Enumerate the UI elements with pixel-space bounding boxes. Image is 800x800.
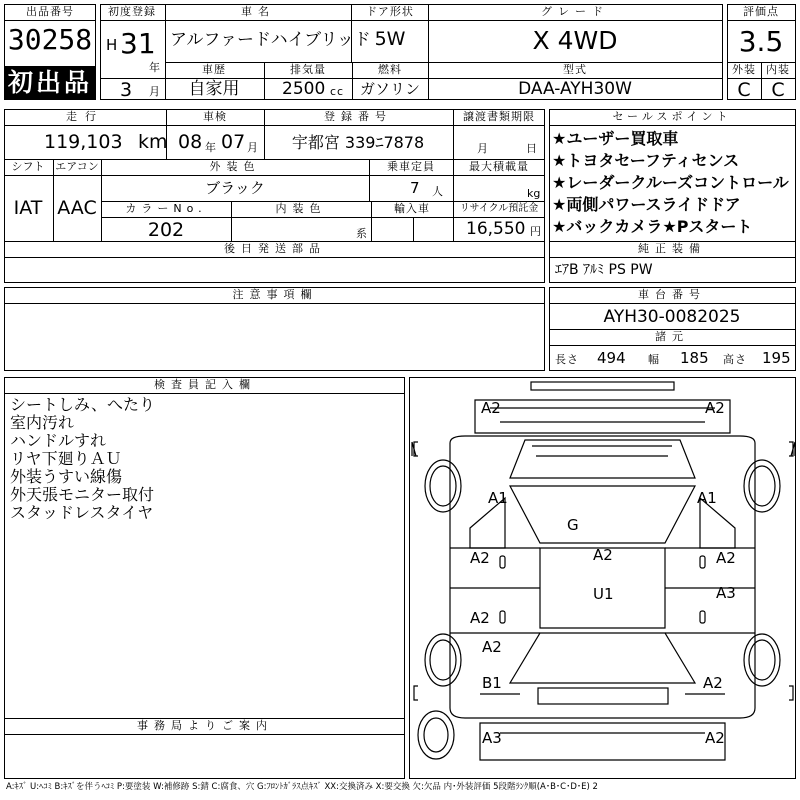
door-label: ドア形状 [366, 5, 414, 18]
ac-value: AAC [57, 197, 97, 219]
mark-slide-door-left: A2 [470, 609, 490, 627]
door-value: 5W [374, 28, 406, 50]
history-label: 車歴 [202, 63, 226, 76]
mark-rear-right: A2 [705, 729, 725, 747]
mark-rear-left: A3 [482, 729, 502, 747]
inspector-note: リヤ下廻りＡＵ [10, 449, 122, 468]
fuel-value: ガソリン [359, 80, 421, 98]
mark-quarter-left: A2 [482, 638, 502, 656]
width-label: 幅 [648, 353, 660, 366]
exterior-label: 外装 [732, 63, 756, 76]
color-no-value: 202 [147, 219, 185, 241]
score-value: 3.5 [738, 25, 784, 58]
mileage-unit: km [138, 131, 168, 153]
inspection-label: 車検 [203, 110, 227, 123]
capacity-label: 乗車定員 [387, 160, 435, 173]
sales-point-item: ★ユーザー買取車 [552, 129, 679, 148]
load-unit: kg [527, 187, 541, 200]
first-reg-label: 初度登録 [108, 5, 156, 18]
inspector-note: ハンドルすれ [10, 431, 107, 450]
inspector-label: 検査員記入欄 [154, 378, 256, 391]
displacement-unit: cc [330, 85, 345, 98]
inspector-note: 室内汚れ [10, 413, 75, 432]
mark-front-door-right: A2 [716, 549, 736, 567]
fuel-label: 燃料 [378, 63, 402, 76]
interior-color-unit: 系 [356, 227, 368, 240]
capacity-unit: 人 [432, 185, 444, 198]
exterior-grade: C [737, 79, 751, 101]
inspection-year-unit: 年 [205, 141, 217, 154]
load-label: 最大積載量 [469, 160, 529, 173]
car-name: アルファードハイブリッド [170, 30, 371, 50]
inspector-note: スタッドレスタイヤ [10, 503, 154, 522]
displacement-value: 2500 [282, 79, 326, 99]
car-name-label: 車名 [241, 5, 275, 18]
mark-quarter-left-lower: B1 [482, 674, 502, 692]
car-diagram [409, 377, 796, 779]
recycle-value: 16,550 [466, 219, 526, 239]
height-value: 195 [762, 349, 791, 367]
mark-fender-left: A1 [488, 489, 508, 507]
notes-label: 注意事項欄 [232, 288, 318, 301]
sales-point-item: ★レーダークルーズコントロール [552, 173, 789, 192]
recycle-unit: 円 [530, 225, 542, 238]
plate-value: 宇都宮 339ﾆ7878 [291, 133, 425, 152]
shift-label: シフト [11, 160, 45, 173]
lot-label: 出品番号 [26, 5, 74, 18]
mark-quarter-right: A2 [703, 674, 723, 692]
color-label: 外装色 [209, 160, 261, 173]
model-label: 型式 [563, 63, 587, 76]
length-value: 494 [597, 349, 626, 367]
model-value: DAA-AYH30W [518, 79, 632, 99]
mark-windshield: G [567, 516, 579, 534]
era: H [106, 36, 118, 54]
history-value: 自家用 [188, 79, 240, 99]
inspection-month: 07 [221, 131, 246, 153]
equipment-value: ｴｱB ｱﾙﾐ PS PW [555, 262, 653, 278]
inspection-year: 08 [178, 131, 203, 153]
lot-number: 30258 [7, 23, 93, 56]
chassis-label: 車台番号 [638, 288, 706, 301]
interior-color-label: 内装色 [275, 202, 327, 215]
grade-label: グレード [541, 5, 609, 18]
transfer-month: 月 [477, 142, 489, 155]
plate-label: 登録番号 [324, 110, 392, 123]
mark-slide-door-right: A3 [716, 584, 736, 602]
mileage-label: 走行 [66, 110, 104, 123]
displacement-label: 排気量 [290, 63, 326, 76]
reg-year: 31 [120, 27, 156, 60]
first-listing-text: 初出品 [7, 68, 93, 97]
inspector-note: 外天張モニター取付 [10, 485, 155, 504]
legend: A:ｷｽﾞ U:ﾍｺﾐ B:ｷｽﾞを伴うﾍｺﾐ P:要塗装 W:補修跡 S:錆 C:腐食、穴 G:ﾌﾛﾝﾄｶﾞﾗｽ点ｷｽﾞ XX:交換済み X:要交換 欠:欠品 内･外装評価 5段階ﾗﾝｸ順(A･B･C･D･E) 2 [6, 782, 598, 792]
mark-roof-front: A2 [593, 546, 613, 564]
equipment-label: 純正装備 [638, 242, 706, 255]
grade-value: X 4WD [532, 26, 618, 55]
sales-point-item: ★バックカメラ★Pスタート [552, 217, 753, 236]
chassis-value: AYH30-0082025 [603, 307, 741, 327]
capacity-value: 7 [410, 179, 420, 197]
color-no-label: カラーNo. [125, 202, 207, 215]
score-label: 評価点 [743, 5, 779, 18]
transfer-day: 日 [526, 142, 538, 155]
reg-month: 3 [120, 79, 133, 101]
inspector-note: シートしみ、へたり [10, 395, 155, 414]
color-value: ブラック [205, 179, 265, 197]
later-parts-label: 後日発送部品 [224, 242, 326, 255]
mark-fender-right: A1 [697, 489, 717, 507]
sales-point-item: ★トヨタセーフティセンス [552, 151, 740, 170]
interior-label: 内装 [766, 63, 790, 76]
office-label: 事務局よりご案内 [137, 719, 273, 732]
mark-front-left: A2 [481, 399, 501, 417]
mark-front-door-left: A2 [470, 549, 490, 567]
inspector-note: 外装うすい線傷 [10, 467, 123, 486]
mark-roof-rear: U1 [593, 585, 614, 603]
reg-year-unit: 年 [149, 61, 161, 74]
length-label: 長さ [555, 353, 579, 366]
width-value: 185 [680, 349, 709, 367]
ac-label: エアコン [55, 160, 99, 173]
dims-label: 諸元 [655, 330, 689, 343]
mark-front-right: A2 [705, 399, 725, 417]
inspection-month-unit: 月 [247, 141, 259, 154]
mileage-value: 119,103 [44, 131, 123, 153]
transfer-label: 譲渡書類期限 [463, 110, 535, 123]
shift-value: IAT [13, 197, 43, 219]
import-label: 輸入車 [394, 202, 430, 215]
height-label: 高さ [723, 353, 747, 366]
interior-grade: C [771, 79, 785, 101]
recycle-label: リサイクル預託金 [459, 203, 539, 214]
reg-month-unit: 月 [149, 85, 161, 98]
sales-points-label: セールスポイント [612, 110, 732, 123]
sales-point-item: ★両側パワースライドドア [552, 195, 741, 214]
